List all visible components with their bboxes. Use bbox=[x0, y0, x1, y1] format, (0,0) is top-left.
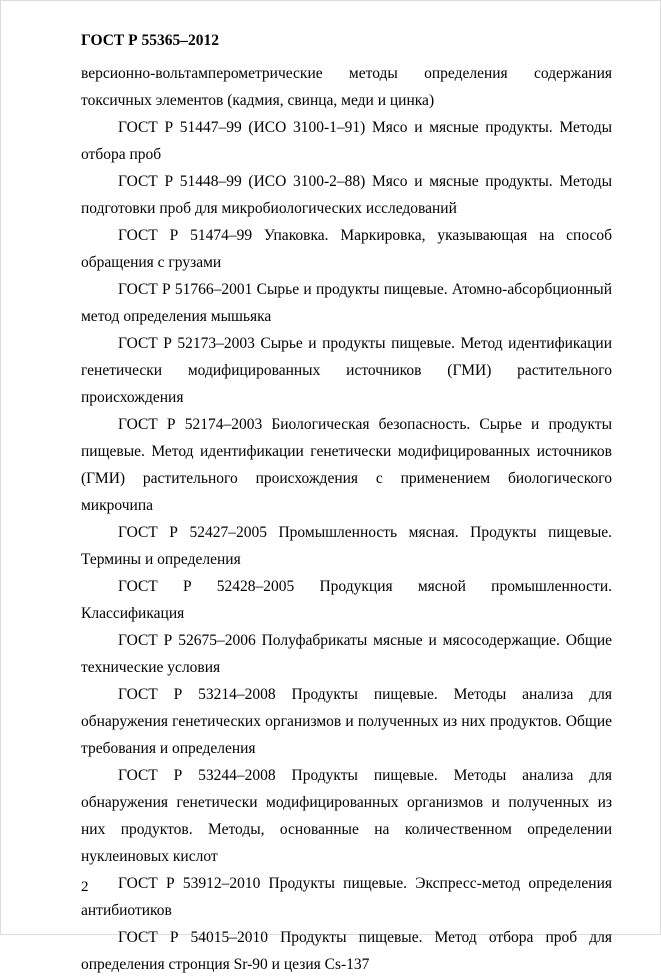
paragraph: ГОСТ Р 51447–99 (ИСО 3100-1–91) Мясо и мясные продукты. Методы отбора проб bbox=[81, 119, 612, 163]
paragraph: ГОСТ Р 53214–2008 Продукты пищевые. Методы анализа для обнаружения генетических организмов и полученных из них продуктов. Общие требования и определения bbox=[81, 686, 612, 757]
page-number: 2 bbox=[81, 879, 89, 895]
paragraph: ГОСТ Р 52428–2005 Продукция мясной промышленности. Классификация bbox=[81, 578, 612, 622]
document-body bbox=[81, 60, 612, 978]
paragraph: ГОСТ Р 51448–99 (ИСО 3100-2–88) Мясо и мясные продукты. Методы подготовки проб для микробиологических исследований bbox=[81, 173, 612, 217]
paragraph: ГОСТ Р 51766–2001 Сырье и продукты пищевые. Атомно-абсорбционный метод определения мышьяка bbox=[81, 281, 612, 325]
document-header: ГОСТ Р 55365–2012 bbox=[81, 32, 219, 49]
paragraph: ГОСТ Р 53912–2010 Продукты пищевые. Экспресс-метод определения антибиотиков bbox=[81, 875, 612, 919]
paragraph: версионно-вольтамперометрические методы определения содержания токсичных элементов (кадмия, свинца, меди и цинка) bbox=[81, 65, 612, 109]
paragraph: ГОСТ Р 52173–2003 Сырье и продукты пищевые. Метод идентификации генетически модифицированных источников (ГМИ) растительного происхождения bbox=[81, 335, 612, 406]
paragraph: ГОСТ Р 53244–2008 Продукты пищевые. Методы анализа для обнаружения генетически модифицированных организмов и полученных из них продуктов. Методы, основанные на количественном определении нуклеиновых кислот bbox=[81, 767, 612, 865]
paragraph: ГОСТ Р 51474–99 Упаковка. Маркировка, указывающая на способ обращения с грузами bbox=[81, 227, 612, 271]
paragraph: ГОСТ Р 54015–2010 Продукты пищевые. Метод отбора проб для определения стронция Sr-90 и цезия Cs-137 bbox=[81, 929, 612, 973]
paragraph: ГОСТ Р 52174–2003 Биологическая безопасность. Сырье и продукты пищевые. Метод идентификации генетически модифицированных источников (ГМИ) растительного происхождения с применением биологического микрочипа bbox=[81, 416, 612, 514]
paragraph: ГОСТ Р 52427–2005 Промышленность мясная. Продукты пищевые. Термины и определения bbox=[81, 524, 612, 568]
paragraph: ГОСТ Р 52675–2006 Полуфабрикаты мясные и мясосодержащие. Общие технические условия bbox=[81, 632, 612, 676]
